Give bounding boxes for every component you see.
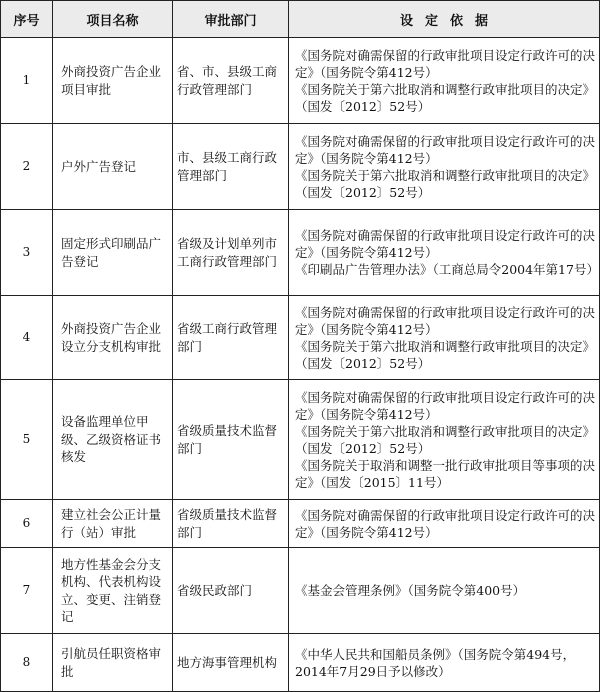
header-name: 项目名称: [53, 1, 173, 38]
row-dept: 省级质量技术监督部门: [173, 380, 289, 500]
table-row: [1, 38, 600, 124]
row-seq: 1: [1, 38, 53, 124]
basis-line: 《国务院关于第六批取消和调整行政审批项目的决定》（国发〔2012〕52号）: [295, 338, 596, 371]
basis-line: 《国务院对确需保留的行政审批项目设定行政许可的决定》（国务院令第412号）: [295, 133, 596, 166]
row-name: 户外广告登记: [53, 124, 173, 210]
row-seq: 5: [1, 380, 53, 500]
header-dept: 审批部门: [173, 1, 289, 38]
basis-line: 《国务院对确需保留的行政审批项目设定行政许可的决定》（国务院令第412号）: [295, 507, 596, 540]
table-row: [1, 296, 600, 380]
row-name: 固定形式印刷品广告登记: [53, 210, 173, 296]
row-basis: [289, 548, 600, 634]
basis-line: 《国务院关于第六批取消和调整行政审批项目的决定》（国发〔2012〕52号）: [295, 423, 596, 456]
basis-line: 《国务院对确需保留的行政审批项目设定行政许可的决定》（国务院令第412号）: [295, 304, 596, 337]
row-basis: [289, 380, 600, 500]
basis-line: 《基金会管理条例》（国务院令第400号）: [295, 583, 526, 598]
row-basis: [289, 210, 600, 296]
row-dept: 省级及计划单列市工商行政管理部门: [173, 210, 289, 296]
basis-line: 《国务院关于取消和调整一批行政审批项目等事项的决定》（国发〔2015〕11号）: [295, 457, 596, 490]
row-dept: 省、市、县级工商行政管理部门: [173, 38, 289, 124]
row-dept: 市、县级工商行政管理部门: [173, 124, 289, 210]
row-dept: 省级质量技术监督部门: [173, 500, 289, 548]
row-name: 地方性基金会分支机构、代表机构设立、变更、注销登记: [53, 548, 173, 634]
row-seq: 8: [1, 634, 53, 692]
basis-line: 《国务院对确需保留的行政审批项目设定行政许可的决定》（国务院令第412号）: [295, 389, 596, 422]
row-seq: 7: [1, 548, 53, 634]
basis-line: 《国务院对确需保留的行政审批项目设定行政许可的决定》（国务院令第412号）: [295, 228, 596, 260]
row-basis: [289, 124, 600, 210]
header-basis: 设定依据: [289, 1, 600, 38]
table-row: [1, 500, 600, 548]
table-row: [1, 634, 600, 692]
header-seq: 序号: [1, 1, 53, 38]
basis-line: 《中华人民共和国船员条例》（国务院令第494号，2014年7月29日予以修改）: [295, 646, 576, 679]
row-seq: 2: [1, 124, 53, 210]
row-seq: 3: [1, 210, 53, 296]
table-row: [1, 210, 600, 296]
row-seq: 4: [1, 296, 53, 380]
row-basis: [289, 634, 600, 692]
table-row: [1, 124, 600, 210]
basis-line: 《印刷品广告管理办法》（工商总局令2004年第17号）: [295, 262, 599, 277]
table-row: [1, 548, 600, 634]
basis-line: 《国务院关于第六批取消和调整行政审批项目的决定》（国发〔2012〕52号）: [295, 81, 596, 114]
row-name: 引航员任职资格审批: [53, 634, 173, 692]
row-dept: 地方海事管理机构: [173, 634, 289, 692]
row-name: 外商投资广告企业项目审批: [53, 38, 173, 124]
header-row: [1, 1, 600, 38]
row-name: 外商投资广告企业设立分支机构审批: [53, 296, 173, 380]
row-name: 设备监理单位甲级、乙级资格证书核发: [53, 380, 173, 500]
row-dept: 省级民政部门: [173, 548, 289, 634]
basis-line: 《国务院对确需保留的行政审批项目设定行政许可的决定》（国务院令第412号）: [295, 47, 596, 80]
row-basis: [289, 296, 600, 380]
basis-line: 《国务院关于第六批取消和调整行政审批项目的决定》（国发〔2012〕52号）: [295, 167, 596, 200]
row-basis: [289, 38, 600, 124]
row-basis: [289, 500, 600, 548]
table-row: [1, 380, 600, 500]
row-name: 建立社会公正计量行（站）审批: [53, 500, 173, 548]
row-dept: 省级工商行政管理部门: [173, 296, 289, 380]
row-seq: 6: [1, 500, 53, 548]
